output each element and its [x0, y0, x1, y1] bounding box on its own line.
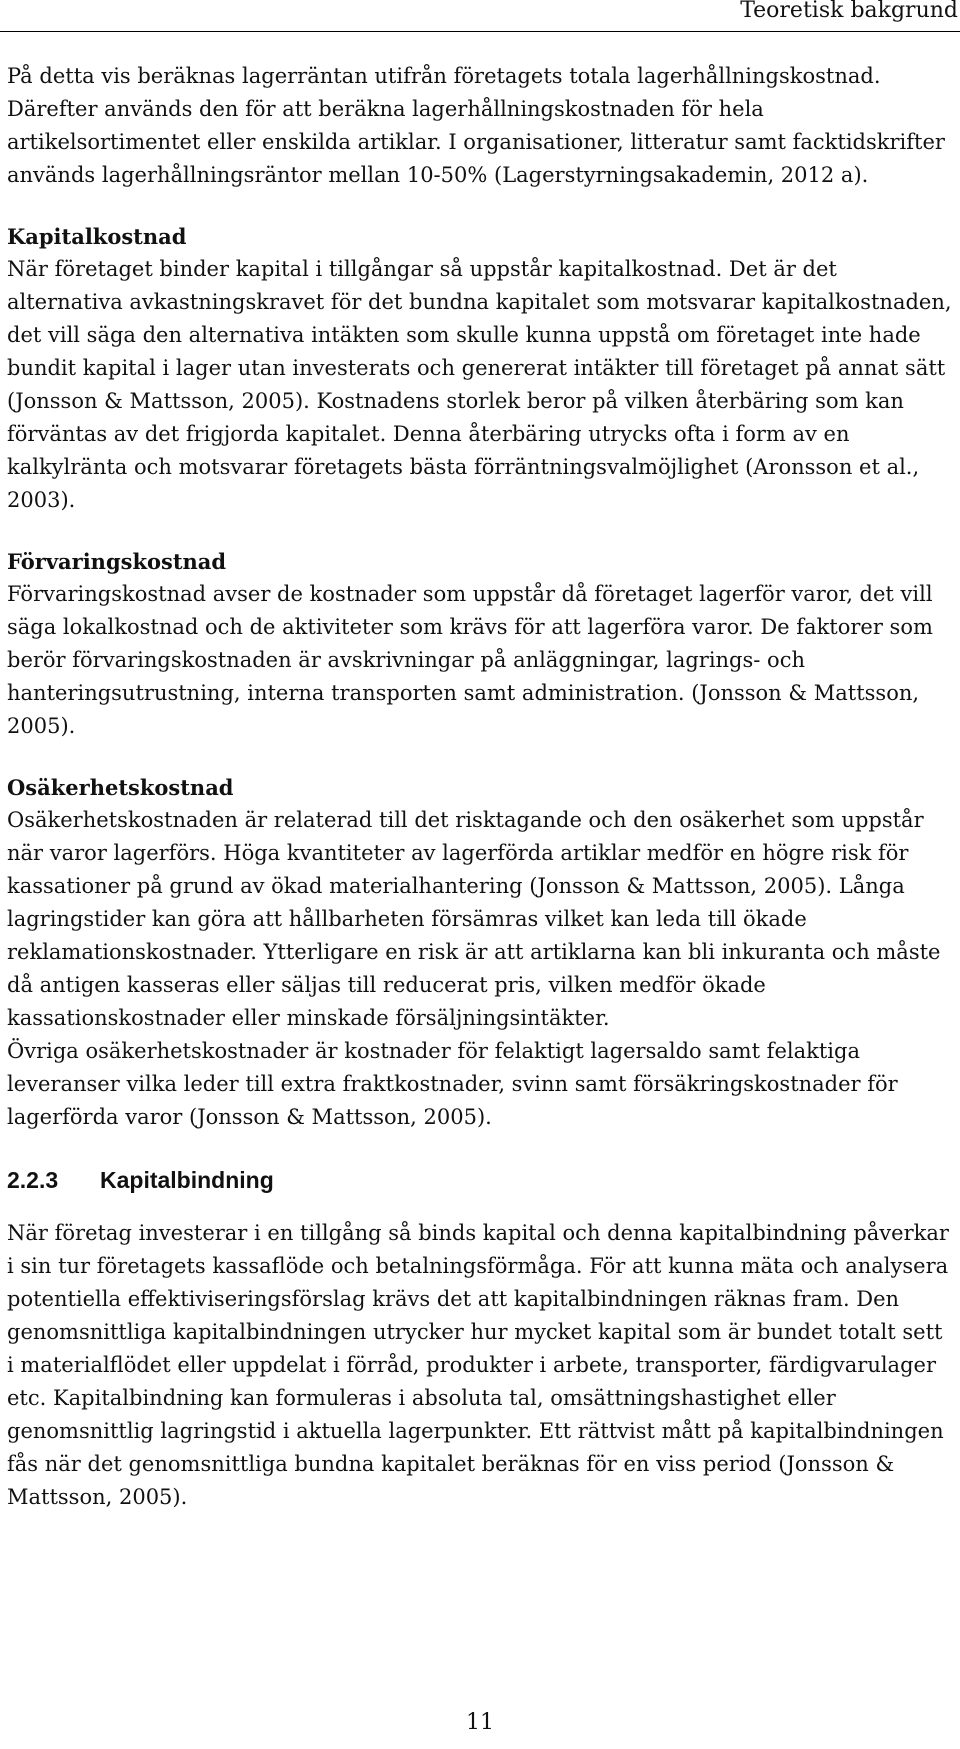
- osakerhetskostnad-paragraph: Osäkerhetskostnaden är relaterad till det risktagande och den osäkerhet som uppstår när varor lagerförs. Höga kvantiteter av lagerförda artiklar medför en högre risk för kassationer på grund av ökad materialhantering (Jonsson & Mattsson, 2005). Långa lagringstider kan göra att hållbarheten försämras vilket kan leda till ökade reklamationskostnader. Ytterligare en risk är att artiklarna kan bli inkuranta och måste då antigen kasseras eller säljas till reducerat pris, vilken medför ökade kassationskostnader eller minskade försäljningsintäkter.: [7, 808, 941, 1030]
- intro-paragraph: På detta vis beräknas lagerräntan utifrån företagets totala lagerhållningskostnad. Därefter används den för att beräkna lagerhållningskostnaden för hela artikelsortimentet eller enskilda artiklar. I organisationer, litteratur samt facktidskrifter används lagerhållningsräntor mellan 10-50% (Lagerstyrningsakademin, 2012 a).: [7, 64, 945, 187]
- spacer: [7, 743, 953, 771]
- subheading-forvaringskostnad: Förvaringskostnad: [7, 549, 227, 574]
- running-header-title: Teoretisk bakgrund: [740, 0, 958, 23]
- forvaringskostnad-paragraph: Förvaringskostnad avser de kostnader som uppstår då företaget lagerför varor, det vill säga lokalkostnad och de aktiviteter som krävs för att lagerföra varor. De faktorer som berör förvaringskostnaden är avskrivningar på anläggningar, lagrings- och hanteringsutrustning, interna transporten samt administration. (Jonsson & Mattsson, 2005).: [7, 582, 933, 738]
- page-number: 11: [466, 1710, 494, 1735]
- section-title: Kapitalbindning: [100, 1167, 274, 1193]
- spacer: [7, 1197, 953, 1217]
- section-heading: [7, 1164, 953, 1197]
- spacer: [7, 1134, 953, 1164]
- subheading-kapitalkostnad: Kapitalkostnad: [7, 224, 187, 249]
- subheading-osakerhetskostnad: Osäkerhetskostnad: [7, 775, 234, 800]
- section-number: 2.2.3: [7, 1167, 59, 1193]
- kapitalbindning-paragraph: När företag investerar i en tillgång så binds kapital och denna kapitalbindning påverkar i sin tur företagets kassaflöde och betalningsförmåga. För att kunna mäta och analysera potentiella effektiviseringsförslag krävs det att kapitalbindningen räknas fram. Den genomsnittliga kapitalbindningen utrycker hur mycket kapital som är bundet totalt sett i materialflödet eller uppdelat i förråd, produkter i arbete, transporter, färdigvarulager etc. Kapitalbindning kan formuleras i absoluta tal, omsättningshastighet eller genomsnittlig lagringstid i aktuella lagerpunkter. Ett rättvist mått på kapitalbindningen fås när det genomsnittliga bundna kapitalet beräknas för en viss period (Jonsson & Mattsson, 2005).: [7, 1221, 949, 1509]
- running-header: [0, 0, 960, 32]
- page-body: [7, 60, 953, 1514]
- osakerhetskostnad-paragraph-2: Övriga osäkerhetskostnader är kostnader för felaktigt lagersaldo samt felaktiga leveranser vilka leder till extra fraktkostnader, svinn samt försäkringskostnader för lagerförda varor (Jonsson & Mattsson, 2005).: [7, 1039, 898, 1129]
- spacer: [7, 517, 953, 545]
- spacer: [7, 192, 953, 220]
- kapitalkostnad-paragraph: När företaget binder kapital i tillgångar så uppstår kapitalkostnad. Det är det alternativa avkastningskravet för det bundna kapitalet som motsvarar kapitalkostnaden, det vill säga den alternativa intäkten som skulle kunna uppstå om företaget inte hade bundit kapital i lager utan investerats och genererat intäkter till företaget på annat sätt (Jonsson & Mattsson, 2005). Kostnadens storlek beror på vilken återbäring som kan förväntas av det frigjorda kapitalet. Denna återbäring utrycks ofta i form av en kalkylränta och motsvarar företagets bästa förräntningsvalmöjlighet (Aronsson et al., 2003).: [7, 257, 952, 512]
